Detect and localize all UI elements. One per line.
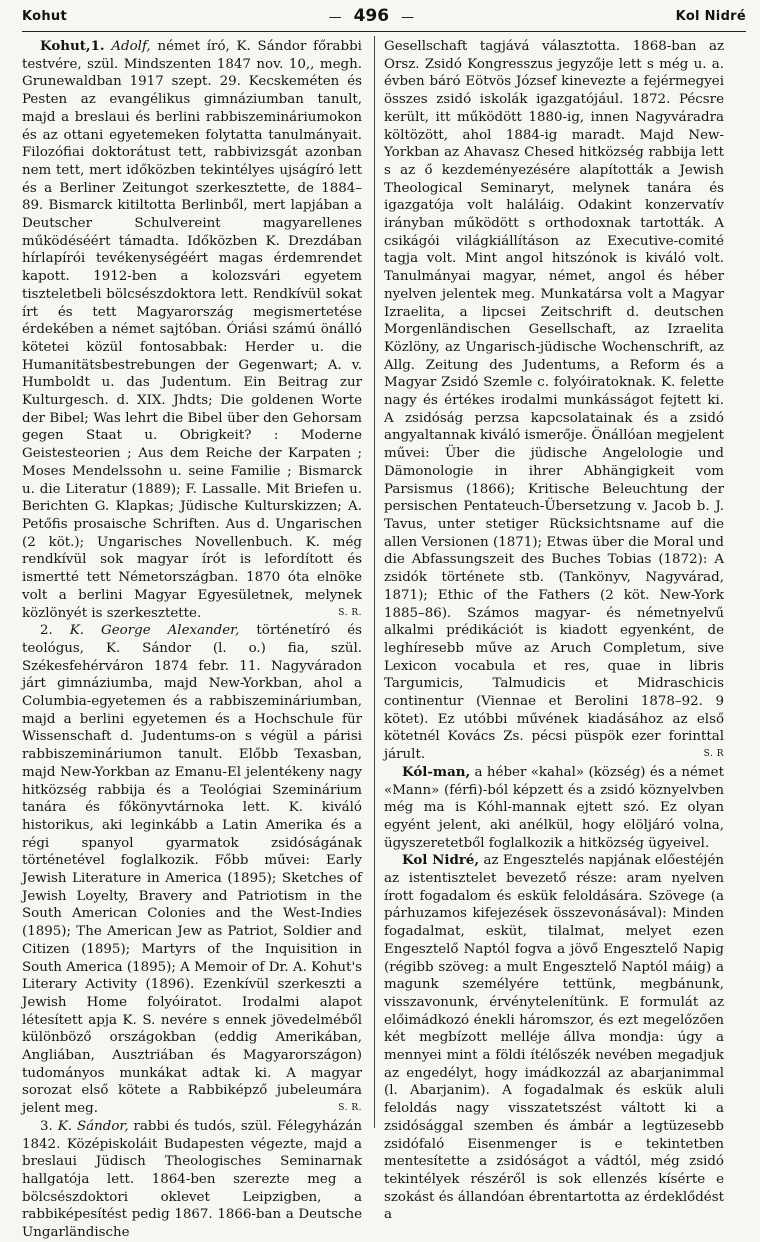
left-column xyxy=(22,38,362,1241)
entry-kohut-sandor-continued xyxy=(384,38,724,764)
entry-kohut-george xyxy=(22,622,362,1118)
header-left-keyword: Kohut xyxy=(22,8,68,24)
entry-text: történetíró és teológus, K. Sándor (l. o.) fia, szül. Székesfehérváron 1874 febr. 11. Nagyváradon járt gimnáziumba, majd New-Yorkban, ahol a Columbia-egyetemen és a rabbiszemináriumban, majd a berlini egyetemen és a Hochschule für Wissenschaft d. Judentums-on s végül a párisi rabbiszemináriumon tanult. Előbb Texasban, majd New-Yorkban az Emanu-El jelentékeny nagy hitközség rabbija és a Teológiai Szeminárium tanára és főkönyvtárnoka lett. K. kiváló historikus, aki leginkább a Latin Amerika és a régi spanyol gyarmatok zsidóságának történetével foglalkozik. Főbb művei: Early Jewish Literature in America (1895); Sketches of Jewish Loyelty, Bravery and Patriotism in the South American Colonies and the West-Indies (1895); The American Jew as Patriot, Soldier and Citizen (1895); Martyrs of the Inquisition in South America (1895); A Memoir of Dr. A. Kohut's Literary Activity (1896). Ezenkívül szerkeszti a Jewish Home folyóiratot. Irodalmi alapot létesített apja K. S. nevére s ennek jövedelméből különböző országokban (eddig Amerikában, Angliában, Ausztriában és Magyarországon) tudományos munkákat adtak ki. A magyar sorozat első kötete a Rabbiképző jubeleumára jelent meg. xyxy=(22,623,362,1117)
entry-text: Gesellschaft tagjává választotta. 1868-ban az Orsz. Zsidó Kongresszus jegyzője lett s még u. a. évben báró Eötvös József kinevezte a fejérmegyei összes zsidó iskolák igazgatójául. 1872. Pécsre került, itt működött 1880-ig, innen Nagyváradra költözött, ahol 1884-ig maradt. Majd New-Yorkban az Ahavasz Chesed hitközség rabbija lett s az ő kezdeményezésére alapították a Jewish Theological Seminaryt, melynek tanára és igazgatója volt haláláig. Odakint konzervatív irányban működött s orthodoxnak tartották. A csikágói világkiállításon az Executive-comité tagja volt. Mint angol hitszónok is kiváló volt. Tanulmányai magyar, német, angol és héber nyelven jelentek meg. Munkatársa volt a Magyar Izraelita, a lipcsei Zeitschrift d. deutschen Morgenländischen Gesellschaft, az Izraelita Közlöny, az Ungarisch-jüdische Wochenschrift, az Allg. Zeitung des Judentums, a Reform és a Magyar Zsidó Szemle c. folyóiratoknak. K. felette nagy és értékes irodalmi munkásságot fejtett ki. A zsidóság perzsa kapcsolatainak és a zsidó angyaltannak kiváló ismerője. Önállóan megjelent művei: Über die jüdische Angelologie und Dämonologie in ihrer Abhängigkeit vom Parsismus (1866); Kritische Beleuchtung der persischen Pentateuch-Übersetzung v. Jacob b. J. Tavus, unter stetiger Rücksichtsname auf die allen Versionen (1871); Etwas über die Moral und die Abfassungszeit des Buches Tobias (1872): A zsidók története stb. (Tankönyv, Nagyvárad, 1871); Ethic of the Fathers (2 köt. New-York 1885–86). Számos magyar- és németnyelvű alkalmi prédikációt is kiadott egyenként, de leghíresebb műve az Aruch Completum, sive Lexicon vocabula et res, quae in libris Targumicis, Talmudicis et Midraschicis continentur (Viennae et Berolini 1878–92. 9 kötet). Ez utóbbi művének kiadásához az első kötetnél Kovács Zs. pécsi püspök ezer forinttal járult. xyxy=(384,39,724,763)
entry-name: Adolf, xyxy=(111,39,151,54)
entry-number: 3. xyxy=(40,1118,53,1134)
entry-number: 1. xyxy=(90,38,105,54)
entry-kolman xyxy=(384,764,724,853)
column-divider xyxy=(374,36,375,1128)
header-right-keyword: Kol Nidré xyxy=(675,8,746,24)
header-rule xyxy=(22,31,746,32)
entry-text: rabbi és tudós, szül. Félegyházán 1842. Középiskoláit Budapesten végezte, majd a breslaui Jüdisch Theologisches Seminarnak hallgatója lett. 1864-ben szerezte meg a bölcsészdoktori oklevet Leipzigben, a rabbiképesítést pedig 1867. 1866-ban a Deutsche Ungarländische xyxy=(22,1118,362,1241)
entry-name: K. George Alexander, xyxy=(69,623,240,639)
entry-name: K. Sándor, xyxy=(57,1118,129,1134)
running-header xyxy=(22,4,746,28)
entry-headword: Kol Nidré, xyxy=(402,852,480,869)
entry-kol-nidre xyxy=(384,852,724,1224)
entry-text: a héber «kahal» (község) és a német «Mann» (férfi)-ból képzett és a zsidó köznyelvben még ma is Kóhl-mannak ejtett szó. Ez olyan egyént jelent, aki anélkül, hogy elöljáró volna, ügyszeretetből foglalkozik a hitközség ügyeivel. xyxy=(384,764,724,851)
author-signature: S. R xyxy=(703,749,724,760)
entry-kohut-adolf xyxy=(22,38,362,622)
author-signature: S. R. xyxy=(338,607,362,618)
entry-text: az Engesztelés napjának előestéjén az istentisztelet bevezető része: aram nyelven írott fogadalom és eskük feloldására. Szövege (a párhuzamos kifejezések összevonásával): Minden fogadalmat, esküt, tilalmat, melyet ezen Engesztelő Naptól fogva a jövő Engesztelő Napig (régibb szöveg: a mult Engesztelő Naptól máig) a magunk személyére tettünk, megbánunk, visszavonunk, érvénytelenítünk. E formulát az előimádkozó énekli háromszor, és ezt megelőzően két megbízott melléje állva mondja: úgy a mennyei mint a földi ítélőszék nevében megadjuk az engedélyt, hogy imádkozzál az abarjanimmal (l. Abarjanim). A fogadalmak és eskük aluli feloldás nagy visszatetszést váltott ki a zsidósággal szemben és ámbár a legtüzesebb zsidófaló Eisenmenger is e tekintetben mentesítette a zsidóságot a vádtól, még zsidó tekintélyek részéről is sok ellenzés kísérte e szokást és állandóan ébrentartotta az érdeklődést a xyxy=(384,853,725,1223)
entry-kohut-sandor xyxy=(22,1118,362,1242)
page-number: — 496 — xyxy=(317,6,427,26)
entry-text: német író, K. Sándor főrabbi testvére, szül. Mindszenten 1847 nov. 10,, megh. Grunewaldban 1917 szept. 29. Kecskeméten és Pesten az evangélikus gimnáziumban tanult, majd a breslaui és berlini rabbiszemináriumokon és az ottani egyetemeken folytatta tanulmányait. Filozófiai doktorátust tett, rabbivizsgát azonban nem tett, mert időközben tekintélyes ujságíró lett és a Berliner Zeitungot szerkesztette, de 1884–89. Bismarck kitiltotta Berlinből, mert lapjában a Deutscher Schulvereint magyarellenes működéséért támadta. Időközben K. Drezdában hírlapírói tevékenységéért magas érdemrendet kapott. 1912-ben a kolozsvári egyetem tiszteletbeli bölcsészdoktora lett. Rendkívül sokat írt és tett Magyarország megismertetése érdekében a német sajtóban. Óriási számú önálló kötetei közül fontosabbak: Herder u. die Humanitätsbestrebungen der Gegenwart; A. v. Humboldt u. das Judentum. Ein Beitrag zur Kulturgesch. d. XIX. Jhdts; Die goldenen Worte der Bibel; Was lehrt die Bibel über den Gehorsam gegen Staat u. Obrigkeit? : Moderne Geistesteorien ; Aus dem Reiche der Karpaten ; Moses Mendelssohn u. seine Familie ; Bismarck u. die Literatur (1889); F. Lassalle. Mit Briefen u. Berichten G. Klapkas; Jüdische Kulturskizzen; A. Petőfis prosaische Schriften. Aus d. Ungarischen (2 köt.); Ungarisches Novellenbuch. K. még rendkívül sok magyar írót is lefordított és ismertté tett Németországban. 1870 óta elnöke volt a berlini Magyar Egyesületnek, melynek közlönyét is szerkesztette. xyxy=(22,39,362,621)
author-signature: S. R. xyxy=(338,1103,362,1114)
right-column xyxy=(384,38,725,1223)
entry-number: 2. xyxy=(40,623,53,639)
entry-headword: Kohut, xyxy=(40,38,91,54)
entry-headword: Kól-man, xyxy=(402,763,471,780)
